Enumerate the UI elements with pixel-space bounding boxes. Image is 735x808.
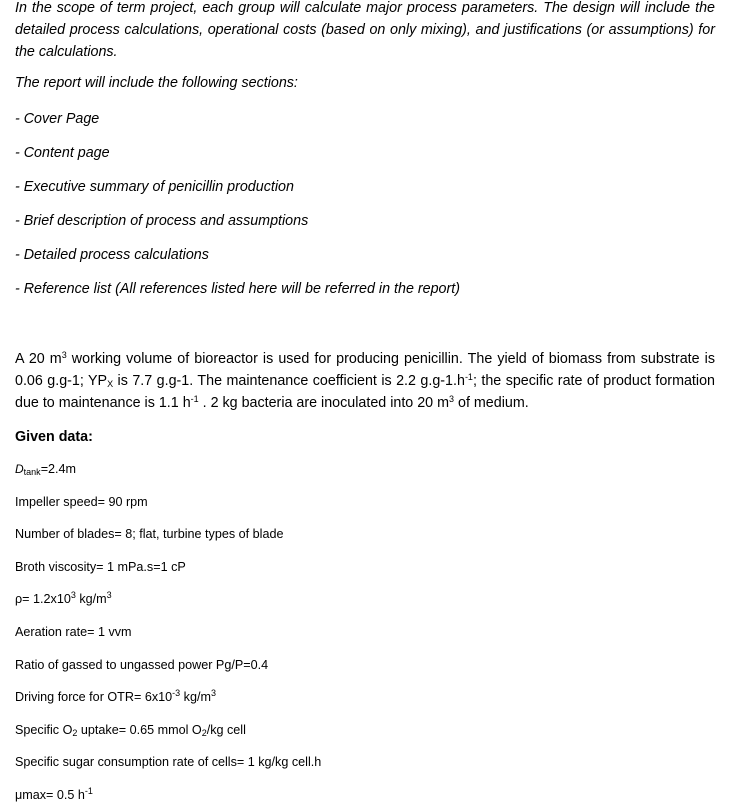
section-item: - Content page	[15, 145, 110, 161]
given-driving-force: Driving force for $OTR= 6x10^{-3}$ $kg/m^3$	[15, 688, 216, 705]
intro-paragraph: In the scope of term project, each group will calculate major process parameters. The design will include the detailed process calculations, operational costs (based on only mixing), and justifications (or assumptions) for the calculations.	[15, 0, 715, 60]
section-item: - Reference list (All references listed here will be referred in the report)	[15, 281, 460, 297]
given-data-title: Given data:	[15, 429, 93, 445]
given-mu-max: μmax= 0.5 $h^{-1}$	[15, 785, 93, 802]
sections-list	[15, 109, 715, 299]
given-viscosity: Broth viscosity= 1 mPa.s=1 cP	[15, 559, 186, 574]
given-impeller-speed: Impeller speed= 90 rpm	[15, 494, 148, 509]
given-data-list	[15, 460, 715, 804]
document-page	[15, 0, 715, 804]
given-dtank: $D_{tank}=2.4m$	[15, 462, 77, 477]
problem-statement: A 20 $m^3$ working volume of bioreactor is used for producing penicillin. The yield of biomass from substrate is 0.06 g.g-1; $YP_X$ is 7.7 g.g-1. The maintenance coefficient is 2.2 $g.g-1.h^{-1}$; the specific rate of product formation due to maintenance is 1.1 $h^{-1}$ . 2 kg bacteria are inoculated into 20 $m^3$ of medium.	[15, 350, 715, 411]
section-item: - Cover Page	[15, 111, 100, 127]
given-blades: Number of blades= 8; flat, turbine types of blade	[15, 527, 284, 542]
sections-heading: The report will include the following sections:	[15, 75, 298, 91]
given-o2-uptake: Specific $O_2$ uptake= 0.65 mmol $O_2/kg$ cell	[15, 722, 246, 738]
section-item: - Brief description of process and assumptions	[15, 213, 309, 229]
given-density: $\rho= 1.2x10^3$ $kg/m^3$	[15, 590, 112, 607]
given-aeration: Aeration rate= 1 vvm	[15, 624, 132, 639]
section-item: - Executive summary of penicillin production	[15, 179, 294, 195]
section-item: - Detailed process calculations	[15, 247, 209, 263]
given-power-ratio: Ratio of gassed to ungassed power Pg/P=0.4	[15, 657, 269, 672]
given-sugar-consumption: Specific sugar consumption rate of cells= 1 kg/kg cell.h	[15, 755, 322, 770]
